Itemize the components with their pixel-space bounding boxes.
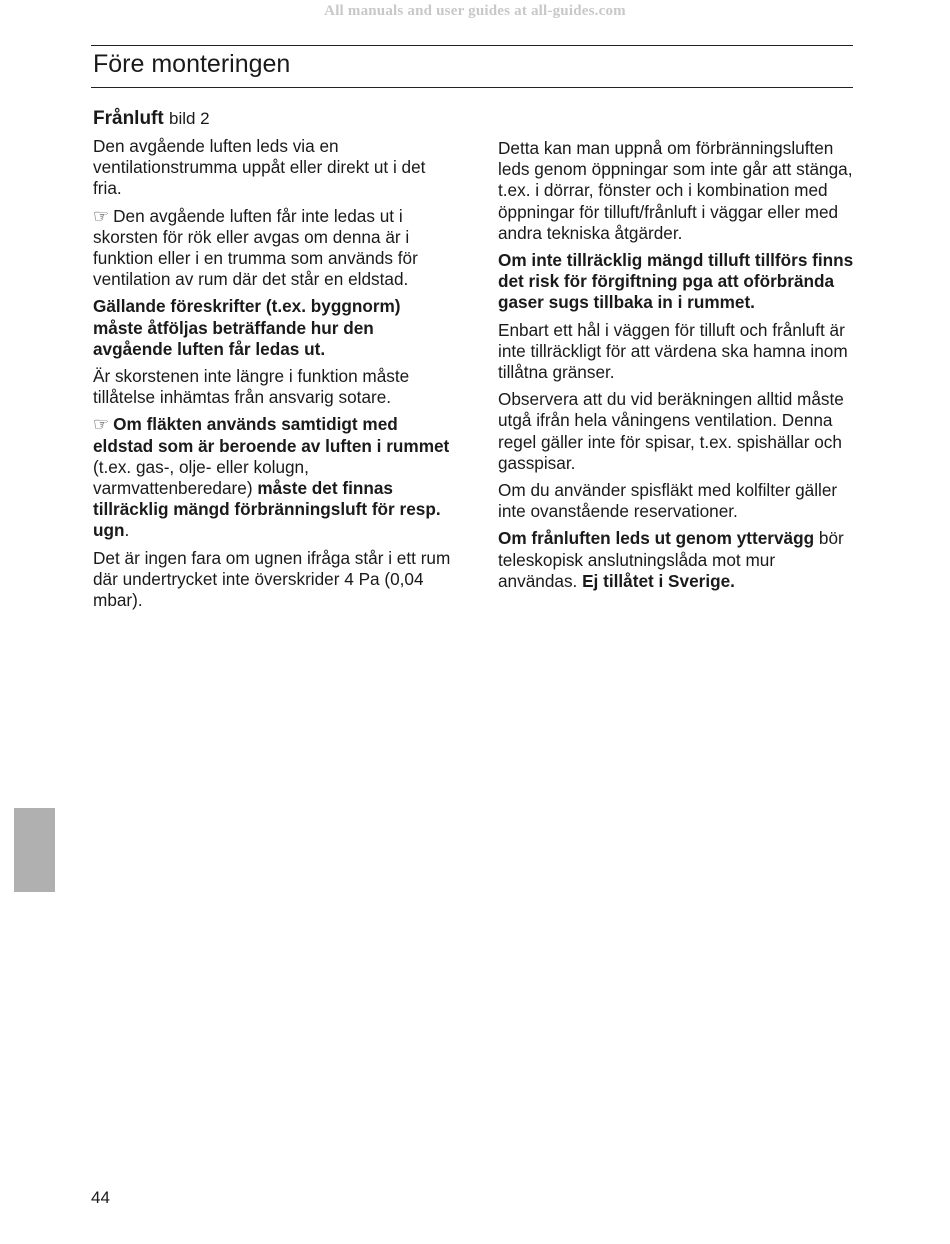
outer-wall-bold-a: Om frånluften leds ut genom yttervägg xyxy=(498,528,815,549)
paragraph-intro: Den avgående luften leds via en ventilationstrumma uppåt eller direkt ut i det fria. xyxy=(93,136,426,199)
paragraph-floor-ventilation: Observera att du vid beräkningen alltid måste utgå ifrån hela våningens ventilation. Denna regel gäller inte för spisar, t.ex. spishällar och gasspisar. xyxy=(498,389,844,473)
note-chimney-text: Den avgående luften får inte ledas ut i skorsten för rök eller avgas om denna är i funktion eller i en trumma som används för ventilation av rum där det står en eldstad. xyxy=(93,205,418,290)
pointing-hand-icon: ☞ xyxy=(93,205,110,226)
page-title: Före monteringen xyxy=(93,50,291,78)
note-chimney xyxy=(93,206,453,291)
note-fireplace-bold-b: måste det finnas tillräcklig mängd förbränningsluft för resp. ugn xyxy=(93,478,441,541)
paragraph-chimney-sweep: Är skorstenen inte längre i funktion måste tillåtelse inhämtas från ansvarig sotare. xyxy=(93,366,410,408)
right-column xyxy=(498,138,858,598)
watermark: All manuals and user guides at all-guides.com xyxy=(324,3,626,19)
page-number: 44 xyxy=(91,1188,110,1207)
paragraph-outer-wall xyxy=(498,528,858,592)
note-fireplace-end: . xyxy=(124,520,130,541)
paragraph-carbon-filter: Om du använder spisfläkt med kolfilter gäller inte ovanstående reservationer. xyxy=(498,480,838,522)
paragraph-poisoning-warning: Om inte tillräcklig mängd tilluft tillförs finns det risk för förgiftning pga att oförbrända gaser sugs tillbaka in i rummet. xyxy=(498,250,854,313)
side-tab-marker xyxy=(14,808,55,892)
note-fireplace-normal: (t.ex. gas-, olje- eller kolugn, varmvattenberedare) xyxy=(93,456,309,499)
section-heading xyxy=(93,107,453,131)
header-rule-top xyxy=(91,45,853,46)
header-rule-bottom xyxy=(91,87,853,88)
section-heading-figure-ref: bild 2 xyxy=(169,109,210,128)
paragraph-pressure: Det är ingen fara om ugnen ifråga står i ett rum där undertrycket inte överskrider 4 Pa (0,04 mbar). xyxy=(93,547,451,611)
note-fireplace xyxy=(93,414,453,541)
left-column xyxy=(93,107,453,617)
outer-wall-normal: bör teleskopisk anslutningslåda mot mur användas. xyxy=(498,528,844,591)
paragraph-wall-hole: Enbart ett hål i väggen för tilluft och frånluft är inte tillräckligt för att värdena ska hamna inom tillåtna gränser. xyxy=(498,319,848,383)
paragraph-combustion-air: Detta kan man uppnå om förbränningsluften leds genom öppningar som inte går att stänga, t.ex. i dörrar, fönster och i kombination med öppningar för tilluft/frånluft i väggar eller med andra tekniska åtgärder. xyxy=(498,138,853,243)
paragraph-regulations: Gällande föreskrifter (t.ex. byggnorm) måste åtföljas beträffande hur den avgående luften får ledas ut. xyxy=(93,296,401,359)
pointing-hand-icon: ☞ xyxy=(93,414,110,435)
outer-wall-bold-b: Ej tillåtet i Sverige. xyxy=(582,570,735,591)
section-heading-title: Frånluft xyxy=(93,108,164,129)
note-fireplace-bold-a: Om fläkten används samtidigt med eldstad som är beroende av luften i rummet xyxy=(93,414,450,456)
